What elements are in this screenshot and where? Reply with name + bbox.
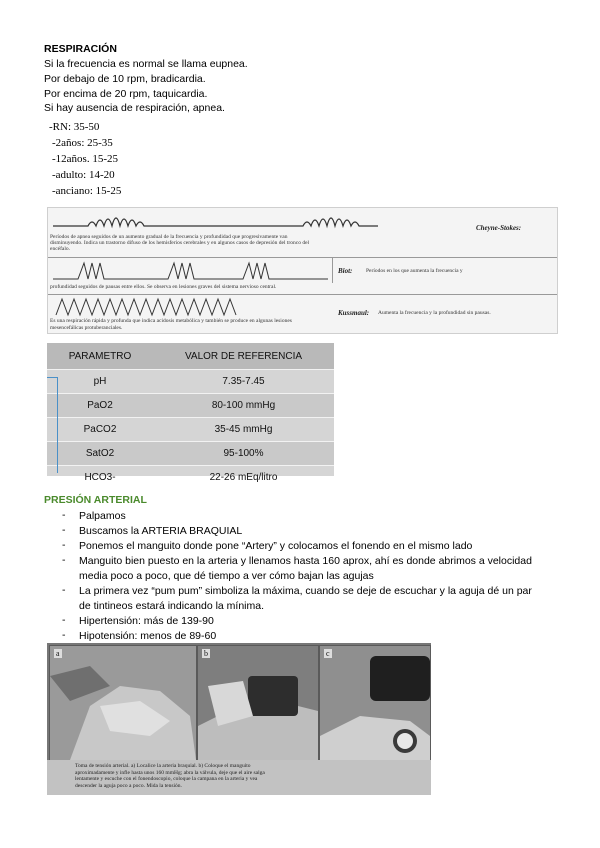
caption-text: [75, 763, 420, 789]
cuff-placement-illustration: [198, 646, 318, 760]
table-row: [47, 394, 334, 418]
presion-item: Buscamos la ARTERIA BRAQUIAL: [79, 525, 243, 537]
caption-line: Toma de tensión arterial. a) Localice la arteria braquial. b) Coloque el manguito: [75, 763, 251, 769]
biot-label: Biot:: [338, 267, 353, 275]
caption-line: lentamente y escuche con el fonendoscopio, coloque la campana en la arteria y vea: [75, 776, 258, 782]
range-item: -12años. 15-25: [52, 153, 118, 165]
bullet-marker: -: [62, 554, 66, 566]
arm-palpation-illustration: [50, 646, 196, 760]
presion-item: La primera vez “pum pum” simboliza la máxima, cuando se deje de escuchar y la aguja dé un par: [79, 585, 532, 597]
table-cell: HCO3-: [47, 466, 153, 490]
cheyne-stokes-label: Cheyne-Stokes:: [476, 224, 522, 232]
presion-item: Hipertensión: más de 139-90: [79, 615, 214, 627]
photo-panel-c: [319, 645, 431, 761]
respiracion-title: RESPIRACIÓN: [44, 43, 117, 55]
respiracion-line: Si hay ausencia de respiración, apnea.: [44, 102, 225, 114]
kussmaul-wave: [48, 295, 348, 317]
caption-line: aproximadamente y infle hasta unos 160 mmHg; abra la válvula, deje que el aire salga: [75, 769, 265, 776]
range-item: -2años: 25-35: [52, 137, 113, 149]
biot-text: profundidad seguidos de pausas entre ellos. Se observa en lesiones graves del sistema nervioso central.: [50, 284, 277, 290]
respiracion-line: Por debajo de 10 rpm, bradicardia.: [44, 73, 206, 85]
kussmaul-text: mesencefálicas protuberanciales.: [50, 325, 123, 331]
respiracion-line: Por encima de 20 rpm, taquicardia.: [44, 88, 208, 100]
table-cell: PaCO2: [47, 418, 153, 442]
table-header-row: [47, 343, 334, 370]
photo-caption: [47, 760, 431, 795]
cheyne-stokes-row: [48, 208, 557, 258]
bullet-marker: -: [62, 629, 66, 641]
kussmaul-label: Kussmaul:: [338, 309, 370, 317]
bullet-marker: -: [62, 539, 66, 551]
blood-gas-table: [47, 343, 334, 483]
cheyne-stokes-text: Períodos de apnea seguidos de un aumento gradual de la frecuencia y profundidad que progresivamente van: [50, 234, 288, 240]
range-item: -anciano: 15-25: [52, 185, 122, 197]
table-cell: 80-100 mmHg: [153, 394, 334, 418]
auscultation-illustration: [320, 646, 430, 760]
biot-row: [48, 257, 557, 295]
table-cell: 22-26 mEq/litro: [153, 466, 334, 490]
table-row: [47, 466, 334, 490]
table-cell: PaO2: [47, 394, 153, 418]
biot-text: Períodos en los que aumenta la frecuencia y: [366, 268, 463, 274]
respiracion-line: Si la frecuencia es normal se llama eupnea.: [44, 58, 248, 70]
biot-wave: [48, 257, 333, 283]
table-row: [47, 370, 334, 394]
presion-item: Manguito bien puesto en la arteria y llenamos hasta 160 aprox, ahí es donde abrimos a velocidad: [79, 555, 532, 567]
table-cell: SatO2: [47, 442, 153, 466]
kussmaul-text: Es una respiración rápida y profunda que indica acidosis metabólica y también se produce en algunas lesiones: [50, 318, 292, 324]
kussmaul-row: [48, 295, 557, 333]
table-cell: 35-45 mmHg: [153, 418, 334, 442]
photo-panel-b: [197, 645, 319, 761]
table-cell: 95-100%: [153, 442, 334, 466]
presion-item: Palpamos: [79, 510, 126, 522]
panel-letter: b: [204, 649, 208, 658]
table-cell: 7.35-7.45: [153, 370, 334, 394]
presion-item: Ponemos el manguito donde pone “Artery” y colocamos el fonendo en el mismo lado: [79, 540, 473, 552]
table-header: PARAMETRO: [47, 343, 153, 370]
bullet-marker: -: [62, 524, 66, 536]
kussmaul-text: Aumenta la frecuencia y la profundidad sin pausas.: [378, 310, 491, 316]
table-row: [47, 418, 334, 442]
bullet-marker: -: [62, 614, 66, 626]
panel-letter: a: [56, 649, 60, 658]
presion-item-continued: de tintineos estará indicando la mínima.: [79, 600, 265, 612]
bullet-marker: -: [62, 509, 66, 521]
panel-letter: c: [326, 649, 330, 658]
photo-panel-a: [49, 645, 197, 761]
bullet-marker: -: [62, 584, 66, 596]
cheyne-stokes-text: encéfalo.: [50, 246, 70, 252]
caption-line: descender la aguja poco a poco. Mida la tensión.: [75, 782, 182, 789]
presion-item: Hipotensión: menos de 89-60: [79, 630, 217, 642]
table-header: VALOR DE REFERENCIA: [153, 343, 334, 370]
range-item: -RN: 35-50: [49, 121, 100, 133]
blood-pressure-photo: [47, 643, 431, 795]
table-accent-tick: [47, 377, 57, 378]
range-item: -adulto: 14-20: [52, 169, 115, 181]
cheyne-stokes-text: disminuyendo. Indica un trastorno difuso de los hemisferios cerebrales y en algunos casos de depresión del tronco del: [50, 240, 310, 246]
table-row: [47, 442, 334, 466]
table-cell: pH: [47, 370, 153, 394]
breathing-patterns-figure: [47, 207, 558, 334]
presion-title: PRESIÓN ARTERIAL: [44, 494, 147, 506]
presion-item-continued: media poco a poco, que dé tiempo a ver cómo bajan las agujas: [79, 570, 374, 582]
table-accent-line: [57, 377, 58, 473]
